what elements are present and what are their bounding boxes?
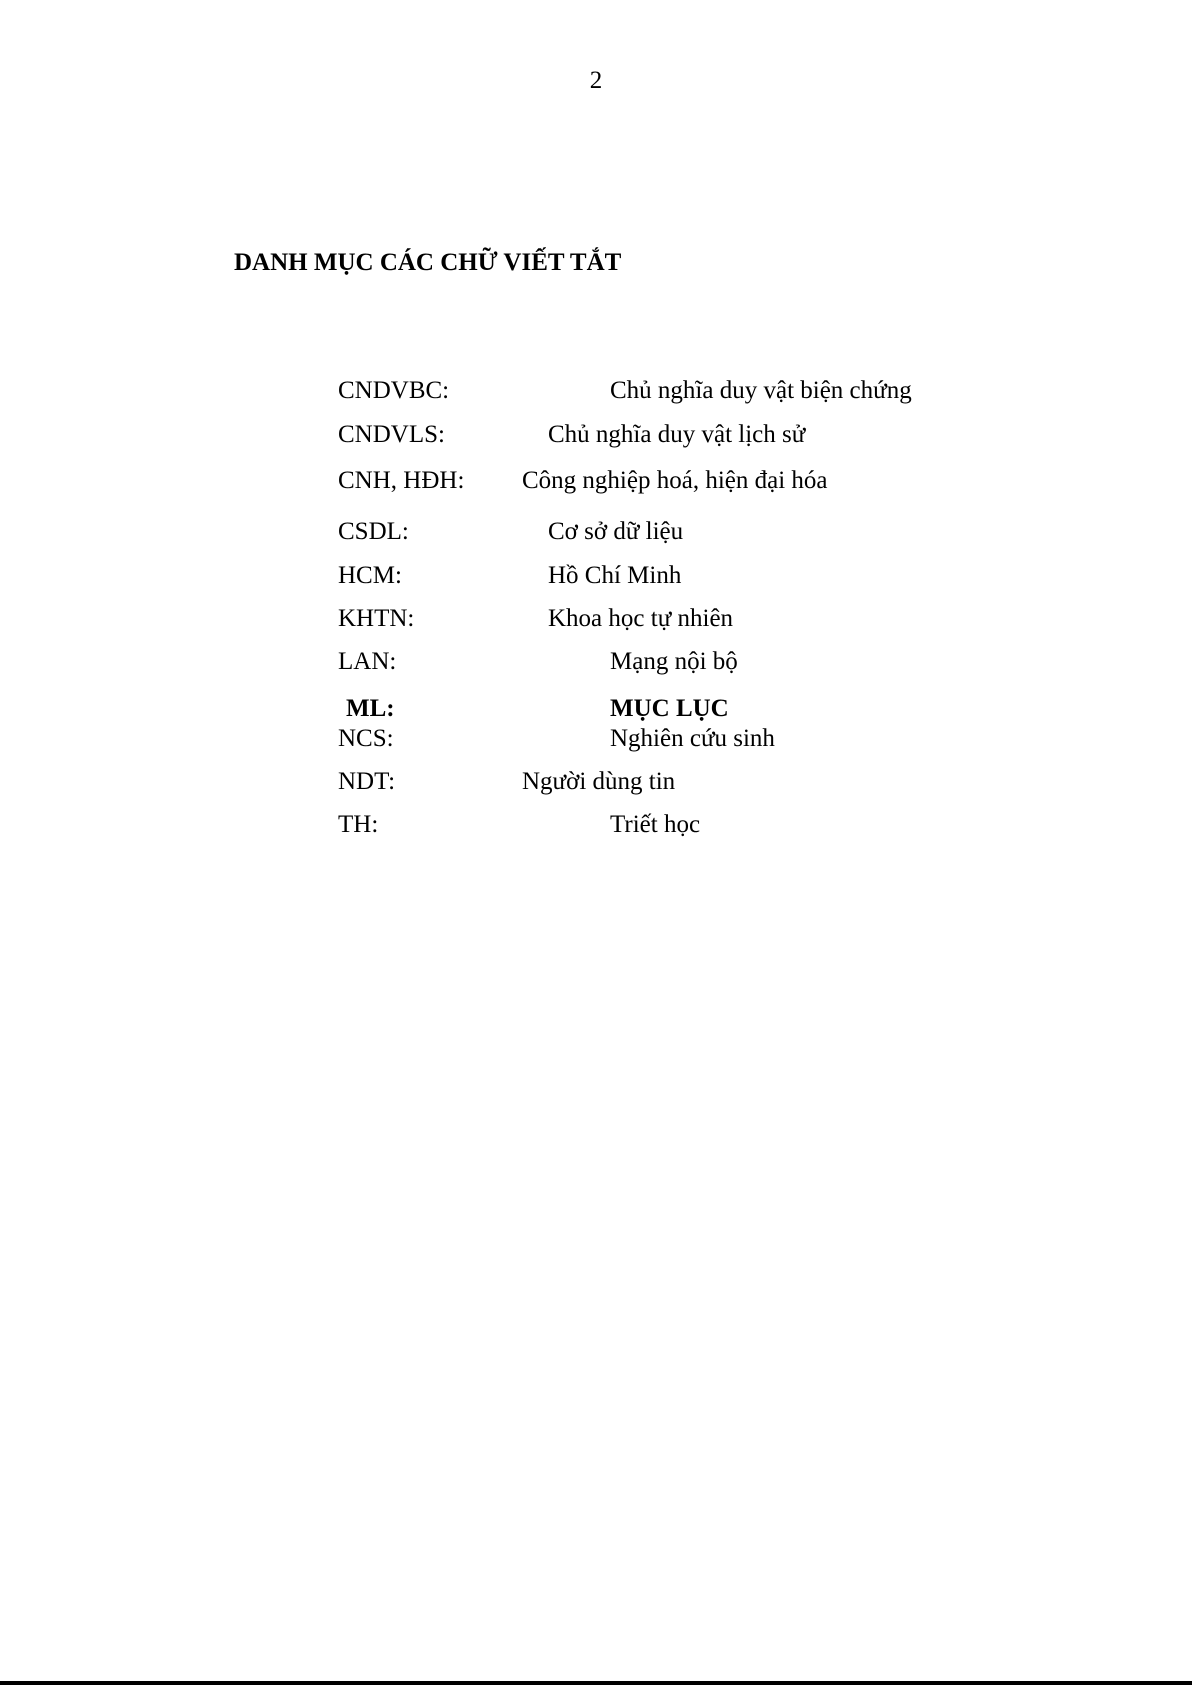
- abbreviation: CNDVLS:: [338, 421, 445, 448]
- abbreviation-meaning: Hồ Chí Minh: [548, 562, 682, 589]
- abbreviation: NDT:: [338, 768, 396, 795]
- list-item: [0, 420, 1192, 450]
- list-item: [0, 647, 1192, 677]
- list-item: [0, 604, 1192, 634]
- list-item: [0, 376, 1192, 406]
- abbreviation: LAN:: [338, 648, 397, 675]
- list-item: [0, 810, 1192, 840]
- abbreviation: CSDL:: [338, 518, 409, 545]
- page-bottom-border: [0, 1681, 1192, 1685]
- abbreviation-meaning: MỤC LỤC: [610, 695, 729, 722]
- list-item: [0, 466, 1192, 496]
- list-item: [0, 724, 1192, 754]
- abbreviation: CNDVBC:: [338, 377, 450, 404]
- abbreviation: TH:: [338, 811, 379, 838]
- abbreviation-meaning: Nghiên cứu sinh: [610, 725, 775, 752]
- abbreviation-meaning: Người dùng tin: [522, 768, 676, 795]
- abbreviation-meaning: Mạng nội bộ: [610, 648, 738, 675]
- abbreviation-meaning: Triết học: [610, 811, 701, 838]
- list-item: [0, 561, 1192, 591]
- abbreviation: ML:: [346, 695, 395, 722]
- abbreviation: HCM:: [338, 562, 402, 589]
- list-item: [0, 517, 1192, 547]
- abbreviation-meaning: Cơ sở dữ liệu: [548, 518, 684, 545]
- abbreviation: NCS:: [338, 725, 394, 752]
- abbreviation-meaning: Chủ nghĩa duy vật lịch sử: [548, 421, 806, 448]
- abbreviation-meaning: Khoa học tự nhiên: [548, 605, 734, 632]
- list-item: [0, 694, 1192, 724]
- page-title: DANH MỤC CÁC CHỮ VIẾT TẮT: [234, 249, 622, 276]
- abbreviation: KHTN:: [338, 605, 415, 632]
- list-item: [0, 767, 1192, 797]
- abbreviation-meaning: Chủ nghĩa duy vật biện chứng: [610, 377, 912, 404]
- abbreviation: CNH, HĐH:: [338, 467, 465, 494]
- abbreviation-meaning: Công nghiệp hoá, hiện đại hóa: [522, 467, 828, 494]
- page-number: 2: [589, 67, 603, 94]
